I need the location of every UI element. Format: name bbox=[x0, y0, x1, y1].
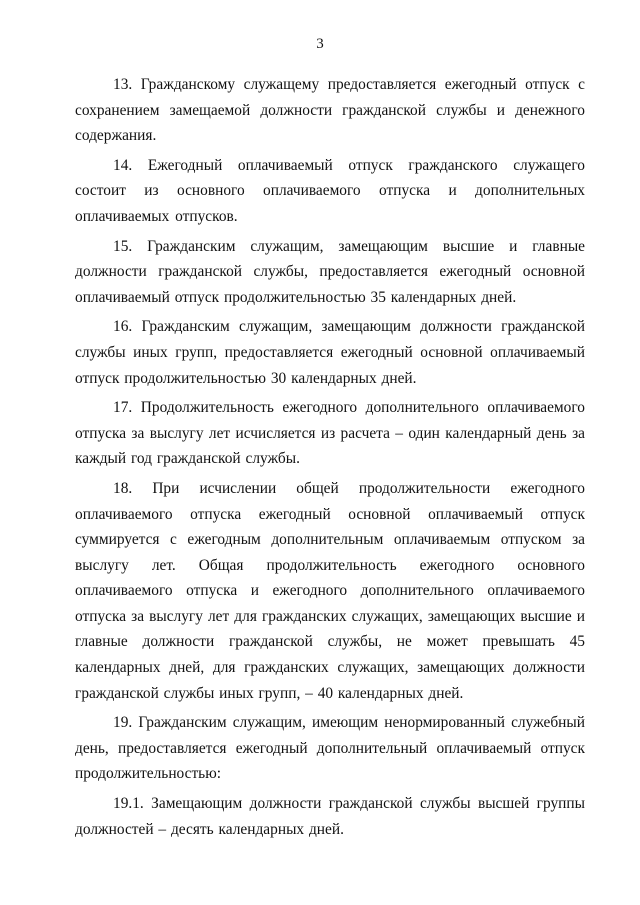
paragraph-17: 17. Продолжительность ежегодного дополнительного оплачиваемого отпуска за выслугу лет исчисляется из расчета – один календарный день за каждый год гражданской службы. bbox=[75, 399, 585, 468]
page-number: 3 bbox=[316, 36, 324, 52]
paragraph-15: 15. Гражданским служащим, замещающим высшие и главные должности гражданской службы, предоставляется ежегодный основной оплачиваемый отпуск продолжительностью 35 календарных дней. bbox=[75, 237, 585, 306]
paragraph-13: 13. Гражданскому служащему предоставляется ежегодный отпуск с сохранением замещаемой должности гражданской службы и денежного содержания. bbox=[75, 76, 585, 145]
paragraph-19-1: 19.1. Замещающим должности гражданской службы высшей группы должностей – десять календарных дней. bbox=[75, 795, 585, 838]
paragraph-16: 16. Гражданским служащим, замещающим должности гражданской службы иных групп, предоставляется ежегодный основной оплачиваемый отпуск продолжительностью 30 календарных дней. bbox=[75, 318, 585, 387]
paragraph-18: 18. При исчислении общей продолжительности ежегодного оплачиваемого отпуска ежегодный основной оплачиваемый отпуск суммируется с ежегодным дополнительным оплачиваемым отпуском за выслугу лет. Общая продолжительность ежегодного основного оплачиваемого отпуска и ежегодного дополнительного оплачиваемого отпуска за выслугу лет для гражданских служащих, замещающих высшие и главные должности гражданской службы, не может превышать 45 календарных дней, для гражданских служащих, замещающих должности гражданской службы иных групп, – 40 календарных дней. bbox=[75, 479, 585, 702]
paragraph-19: 19. Гражданским служащим, имеющим ненормированный служебный день, предоставляется ежегодный дополнительный оплачиваемый отпуск продолжительностью: bbox=[75, 714, 585, 783]
paragraph-14: 14. Ежегодный оплачиваемый отпуск гражданского служащего состоит из основного оплачиваемого отпуска и дополнительных оплачиваемых отпусков. bbox=[75, 156, 585, 225]
document-body bbox=[75, 72, 585, 846]
